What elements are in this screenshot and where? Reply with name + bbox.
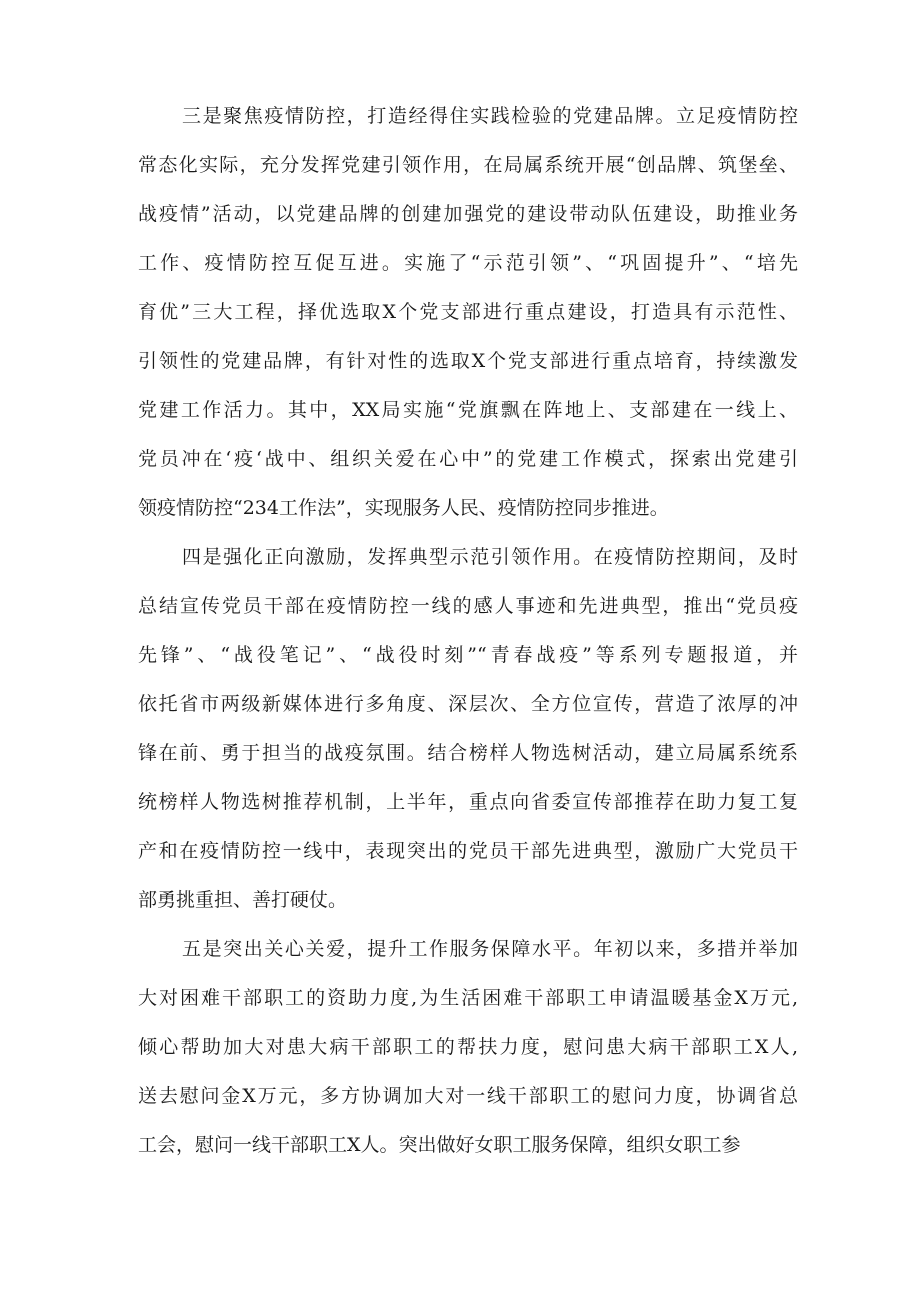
paragraph-line: 四是强化正向激励，发挥典型示范引领作用。在疫情防控期间，及时 [182,546,798,568]
paragraph-line: 党建工作活力。其中，XX局实施“党旗飘在阵地上、支部建在一线上、 [138,399,798,421]
paragraph-line: 依托省市两级新媒体进行多角度、深层次、全方位宣传，营造了浓厚的冲 [138,693,798,715]
paragraph-line: 送去慰问金X万元，多方协调加大对一线干部职工的慰问力度，协调省总 [138,1085,798,1107]
paragraph-line: 大对困难干部职工的资助力度,为生活困难干部职工申请温暖基金X万元, [138,987,798,1009]
paragraph-line: 产和在疫情防控一线中，表现突出的党员干部先进典型，激励广大党员干 [138,840,798,862]
paragraph-line: 育优”三大工程，择优选取X个党支部进行重点建设，打造具有示范性、 [138,301,798,323]
paragraph-line: 战疫情”活动，以党建品牌的创建加强党的建设带动队伍建设，助推业务 [138,203,798,225]
paragraph-line: 工会，慰问一线干部职工X人。突出做好女职工服务保障，组织女职工参 [138,1134,741,1156]
paragraph-line: 统榜样人物选树推荐机制，上半年，重点向省委宣传部推荐在助力复工复 [138,791,798,813]
paragraph-line: 部勇挑重担、善打硬仗。 [138,889,348,911]
paragraph-line: 总结宣传党员干部在疫情防控一线的感人事迹和先进典型，推出“党员疫 [138,595,798,617]
paragraph-line: 锋在前、勇于担当的战疫氛围。结合榜样人物选树活动，建立局属系统系 [138,742,798,764]
paragraph-line: 倾心帮助加大对患大病干部职工的帮扶力度，慰问患大病干部职工X人, [138,1036,798,1058]
paragraph-line: 党员冲在‘疫‘战中、组织关爱在心中”的党建工作模式，探索出党建引 [138,448,798,470]
paragraph-line: 常态化实际，充分发挥党建引领作用，在局属系统开展“创品牌、筑堡垒、 [138,154,798,176]
paragraph-line: 三是聚焦疫情防控，打造经得住实践检验的党建品牌。立足疫情防控 [182,105,798,127]
paragraph-line: 五是突出关心关爱，提升工作服务保障水平。年初以来，多措并举加 [182,938,798,960]
paragraph-line: 先锋”、“战役笔记”、“战役时刻”“青春战疫”等系列专题报道，并 [138,644,798,666]
paragraph-line: 引领性的党建品牌，有针对性的选取X个党支部进行重点培育，持续激发 [138,350,798,372]
paragraph-line: 领疫情防控“234工作法”，实现服务人民、疫情防控同步推进。 [138,497,669,519]
paragraph-line: 工作、疫情防控互促互进。实施了“示范引领”、“巩固提升”、“培先 [138,252,798,274]
